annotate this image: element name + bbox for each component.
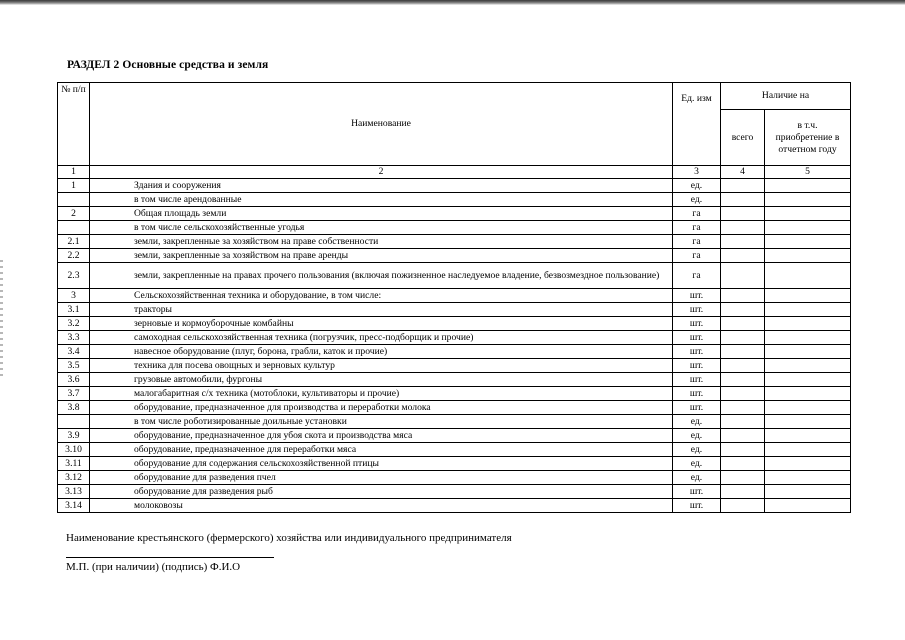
row-number: 3.12 [58, 471, 90, 485]
table-row [58, 471, 851, 485]
assets-table [57, 82, 851, 513]
row-number: 2.1 [58, 235, 90, 249]
column-numbers-row [58, 166, 851, 179]
table-row [58, 485, 851, 499]
row-unit: шт. [673, 303, 721, 317]
row-number: 1 [58, 179, 90, 193]
row-name: оборудование, предназначенное для убоя скота и производства мяса [90, 429, 673, 443]
row-acquired-cell [765, 499, 851, 513]
table-row [58, 457, 851, 471]
row-name: оборудование для разведения рыб [90, 485, 673, 499]
row-acquired-cell [765, 179, 851, 193]
row-name: в том числе роботизированные доильные установки [90, 415, 673, 429]
row-name: зерновые и кормоуборочные комбайны [90, 317, 673, 331]
row-name: молоковозы [90, 499, 673, 513]
row-acquired-cell [765, 387, 851, 401]
row-unit: шт. [673, 485, 721, 499]
table-row [58, 429, 851, 443]
row-acquired-cell [765, 331, 851, 345]
row-total-cell [721, 249, 765, 263]
colnum-1: 1 [58, 166, 90, 179]
row-unit: ед. [673, 457, 721, 471]
row-number: 3.3 [58, 331, 90, 345]
row-number: 3.9 [58, 429, 90, 443]
row-total-cell [721, 317, 765, 331]
row-number [58, 415, 90, 429]
row-acquired-cell [765, 207, 851, 221]
row-acquired-cell [765, 303, 851, 317]
org-name-label: Наименование крестьянского (фермерского) хозяйства или индивидуального предпринимателя [66, 532, 512, 544]
row-name: земли, закрепленные за хозяйством на праве собственности [90, 235, 673, 249]
row-unit: шт. [673, 401, 721, 415]
row-unit: шт. [673, 345, 721, 359]
row-name: Сельскохозяйственная техника и оборудование, в том числе: [90, 289, 673, 303]
row-acquired-cell [765, 263, 851, 289]
row-unit: ед. [673, 193, 721, 207]
header-no: № п/п [58, 83, 90, 166]
row-total-cell [721, 193, 765, 207]
table-row [58, 415, 851, 429]
colnum-4: 4 [721, 166, 765, 179]
row-unit: га [673, 207, 721, 221]
row-acquired-cell [765, 359, 851, 373]
row-name: оборудование, предназначенное для переработки мяса [90, 443, 673, 457]
header-row [58, 83, 851, 110]
row-number [58, 221, 90, 235]
row-total-cell [721, 457, 765, 471]
row-acquired-cell [765, 415, 851, 429]
row-unit: шт. [673, 289, 721, 303]
row-acquired-cell [765, 221, 851, 235]
table-row [58, 401, 851, 415]
row-unit: га [673, 235, 721, 249]
row-number: 3.11 [58, 457, 90, 471]
table-row [58, 235, 851, 249]
row-total-cell [721, 303, 765, 317]
row-name: тракторы [90, 303, 673, 317]
row-number: 2.3 [58, 263, 90, 289]
row-name: оборудование для разведения пчел [90, 471, 673, 485]
row-number [58, 193, 90, 207]
row-total-cell [721, 387, 765, 401]
table-row [58, 179, 851, 193]
row-unit: га [673, 263, 721, 289]
row-acquired-cell [765, 457, 851, 471]
row-acquired-cell [765, 429, 851, 443]
signature-label: М.П. (при наличии) (подпись) Ф.И.О [66, 561, 241, 573]
row-number: 2 [58, 207, 90, 221]
row-name: в том числе арендованные [90, 193, 673, 207]
row-acquired-cell [765, 443, 851, 457]
row-total-cell [721, 471, 765, 485]
row-number: 3.2 [58, 317, 90, 331]
table-row [58, 359, 851, 373]
row-number: 3.13 [58, 485, 90, 499]
row-total-cell [721, 429, 765, 443]
row-total-cell [721, 263, 765, 289]
row-name: малогабаритная с/х техника (мотоблоки, культиваторы и прочие) [90, 387, 673, 401]
row-unit: шт. [673, 387, 721, 401]
row-number: 3.8 [58, 401, 90, 415]
table-row [58, 345, 851, 359]
row-total-cell [721, 485, 765, 499]
row-name: в том числе сельскохозяйственные угодья [90, 221, 673, 235]
table-row [58, 207, 851, 221]
signature-line [66, 557, 274, 558]
table-row [58, 193, 851, 207]
row-total-cell [721, 443, 765, 457]
row-number: 3.5 [58, 359, 90, 373]
table-row [58, 221, 851, 235]
row-total-cell [721, 415, 765, 429]
row-number: 3 [58, 289, 90, 303]
table-row [58, 443, 851, 457]
row-name: земли, закрепленные за хозяйством на праве аренды [90, 249, 673, 263]
row-acquired-cell [765, 485, 851, 499]
colnum-3: 3 [673, 166, 721, 179]
row-unit: га [673, 249, 721, 263]
row-name: навесное оборудование (плуг, борона, грабли, каток и прочие) [90, 345, 673, 359]
row-unit: шт. [673, 331, 721, 345]
row-total-cell [721, 179, 765, 193]
row-unit: ед. [673, 179, 721, 193]
row-number: 3.7 [58, 387, 90, 401]
row-acquired-cell [765, 401, 851, 415]
row-name: оборудование для содержания сельскохозяйственной птицы [90, 457, 673, 471]
row-acquired-cell [765, 193, 851, 207]
row-unit: шт. [673, 499, 721, 513]
colnum-5: 5 [765, 166, 851, 179]
row-total-cell [721, 221, 765, 235]
row-total-cell [721, 345, 765, 359]
row-total-cell [721, 359, 765, 373]
row-unit: шт. [673, 359, 721, 373]
scan-edge-left [0, 260, 3, 380]
row-total-cell [721, 373, 765, 387]
table-row [58, 263, 851, 289]
row-unit: ед. [673, 415, 721, 429]
table-row [58, 249, 851, 263]
row-name: земли, закрепленные на правах прочего пользования (включая пожизненное наследуемое владение, безвозмездное пользование) [90, 263, 673, 289]
row-acquired-cell [765, 289, 851, 303]
row-number: 3.10 [58, 443, 90, 457]
table-row [58, 387, 851, 401]
row-name: Здания и сооружения [90, 179, 673, 193]
row-total-cell [721, 499, 765, 513]
header-availability: Наличие на [721, 83, 851, 110]
row-number: 3.14 [58, 499, 90, 513]
row-number: 2.2 [58, 249, 90, 263]
table-row [58, 499, 851, 513]
row-total-cell [721, 289, 765, 303]
row-unit: ед. [673, 443, 721, 457]
scan-edge-top [0, 0, 905, 5]
row-number: 3.6 [58, 373, 90, 387]
row-total-cell [721, 235, 765, 249]
row-name: грузовые автомобили, фургоны [90, 373, 673, 387]
table-row [58, 289, 851, 303]
row-unit: шт. [673, 317, 721, 331]
row-acquired-cell [765, 235, 851, 249]
row-unit: шт. [673, 373, 721, 387]
row-name: самоходная сельскохозяйственная техника (погрузчик, пресс-подборщик и прочие) [90, 331, 673, 345]
table-row [58, 303, 851, 317]
row-acquired-cell [765, 249, 851, 263]
row-number: 3.4 [58, 345, 90, 359]
row-name: Общая площадь земли [90, 207, 673, 221]
row-total-cell [721, 331, 765, 345]
row-name: оборудование, предназначенное для производства и переработки молока [90, 401, 673, 415]
row-unit: ед. [673, 429, 721, 443]
row-total-cell [721, 401, 765, 415]
row-total-cell [721, 207, 765, 221]
colnum-2: 2 [90, 166, 673, 179]
section-title: РАЗДЕЛ 2 Основные средства и земля [67, 59, 269, 71]
row-acquired-cell [765, 317, 851, 331]
header-unit: Ед. изм [673, 83, 721, 166]
row-acquired-cell [765, 345, 851, 359]
row-number: 3.1 [58, 303, 90, 317]
row-unit: га [673, 221, 721, 235]
table-row [58, 331, 851, 345]
header-name: Наименование [90, 83, 673, 166]
header-acquired: в т.ч. приобретение в отчетном году [765, 110, 851, 166]
row-acquired-cell [765, 471, 851, 485]
table-row [58, 317, 851, 331]
table-row [58, 373, 851, 387]
row-name: техника для посева овощных и зерновых культур [90, 359, 673, 373]
row-unit: ед. [673, 471, 721, 485]
row-acquired-cell [765, 373, 851, 387]
header-total: всего [721, 110, 765, 166]
